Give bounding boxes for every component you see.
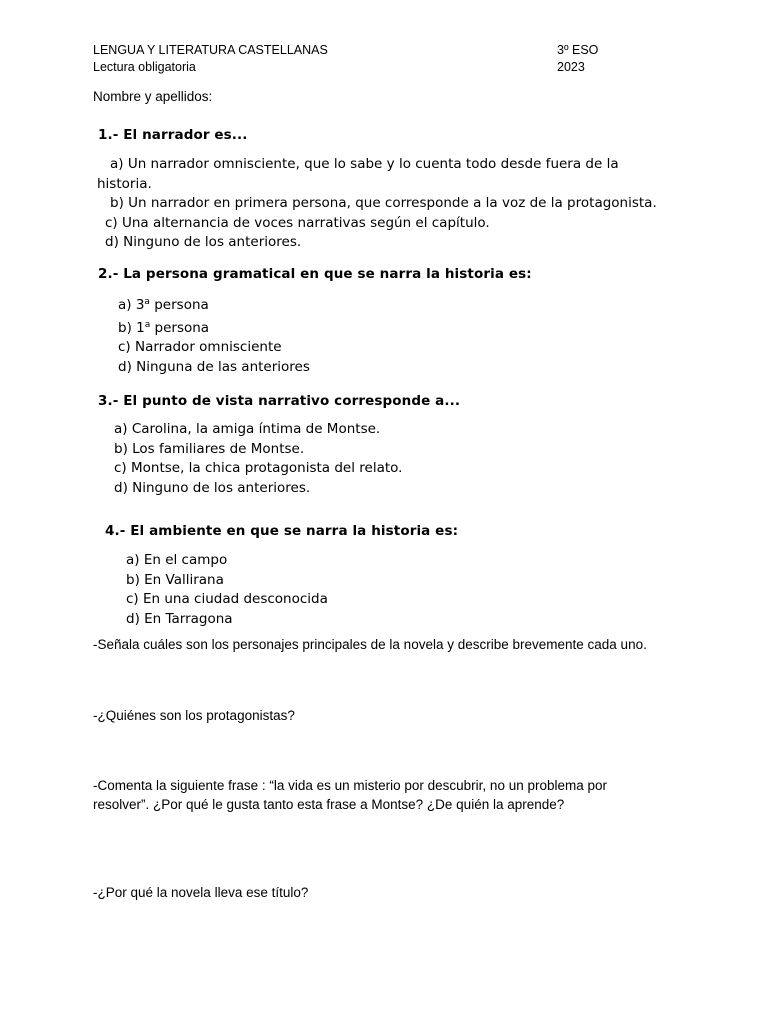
question-2-title: 2.- La persona gramatical en que se narra la historia es:: [98, 266, 532, 282]
option-4a: a) En el campo: [126, 552, 228, 568]
option-4b: b) En Vallirana: [126, 571, 224, 588]
open-question-characters: -Señala cuáles son los personajes principales de la novela y describe brevemente cada uno.: [93, 637, 647, 652]
option-3b: b) Los familiares de Montse.: [114, 440, 305, 457]
question-1-options: [97, 155, 657, 253]
open-question-quote-line1: -Comenta la siguiente frase : “la vida es un misterio por descubrir, no un problema por: [93, 778, 608, 793]
open-question-protagonists: -¿Quiénes son los protagonistas?: [93, 708, 295, 723]
option-1a-line2: historia.: [97, 175, 152, 192]
option-2c: c) Narrador omnisciente: [118, 339, 282, 355]
option-3a: a) Carolina, la amiga íntima de Montse.: [114, 421, 381, 437]
question-2-options: [118, 293, 310, 377]
open-question-quote-line2: resolver”. ¿Por qué le gusta tanto esta frase a Montse? ¿De quién la aprende?: [93, 797, 565, 812]
name-label: Nombre y apellidos:: [93, 89, 213, 104]
question-3-title: 3.- El punto de vista narrativo corresponde a...: [98, 393, 461, 409]
option-1c: c) Una alternancia de voces narrativas según el capítulo.: [105, 214, 490, 231]
option-4d: d) En Tarragona: [126, 610, 233, 627]
open-question-title: -¿Por qué la novela lleva ese título?: [93, 885, 309, 900]
option-2d: d) Ninguna de las anteriores: [118, 358, 310, 375]
option-3d: d) Ninguno de los anteriores.: [114, 479, 311, 496]
question-4-options: [126, 551, 328, 629]
option-1d: d) Ninguno de los anteriores.: [105, 234, 302, 250]
year-label: 2023: [557, 60, 585, 74]
option-1a-line1: a) Un narrador omnisciente, que lo sabe y lo cuenta todo desde fuera de la: [110, 156, 619, 172]
option-2a: a) 3$^a$ persona: [118, 297, 209, 313]
question-4-title: 4.- El ambiente en que se narra la historia es:: [105, 523, 459, 539]
option-3c: c) Montse, la chica protagonista del relato.: [114, 460, 403, 476]
option-2b: b) 1$^a$ persona: [118, 319, 210, 336]
option-1b: b) Un narrador en primera persona, que corresponde a la voz de la protagonista.: [110, 195, 657, 211]
question-1-title: 1.- El narrador es...: [98, 127, 248, 143]
question-3-options: [114, 420, 402, 498]
reading-label: Lectura obligatoria: [93, 60, 196, 74]
course-label: 3º ESO: [557, 43, 599, 57]
option-4c: c) En una ciudad desconocida: [126, 591, 328, 607]
subject-title: LENGUA Y LITERATURA CASTELLANAS: [93, 43, 328, 57]
